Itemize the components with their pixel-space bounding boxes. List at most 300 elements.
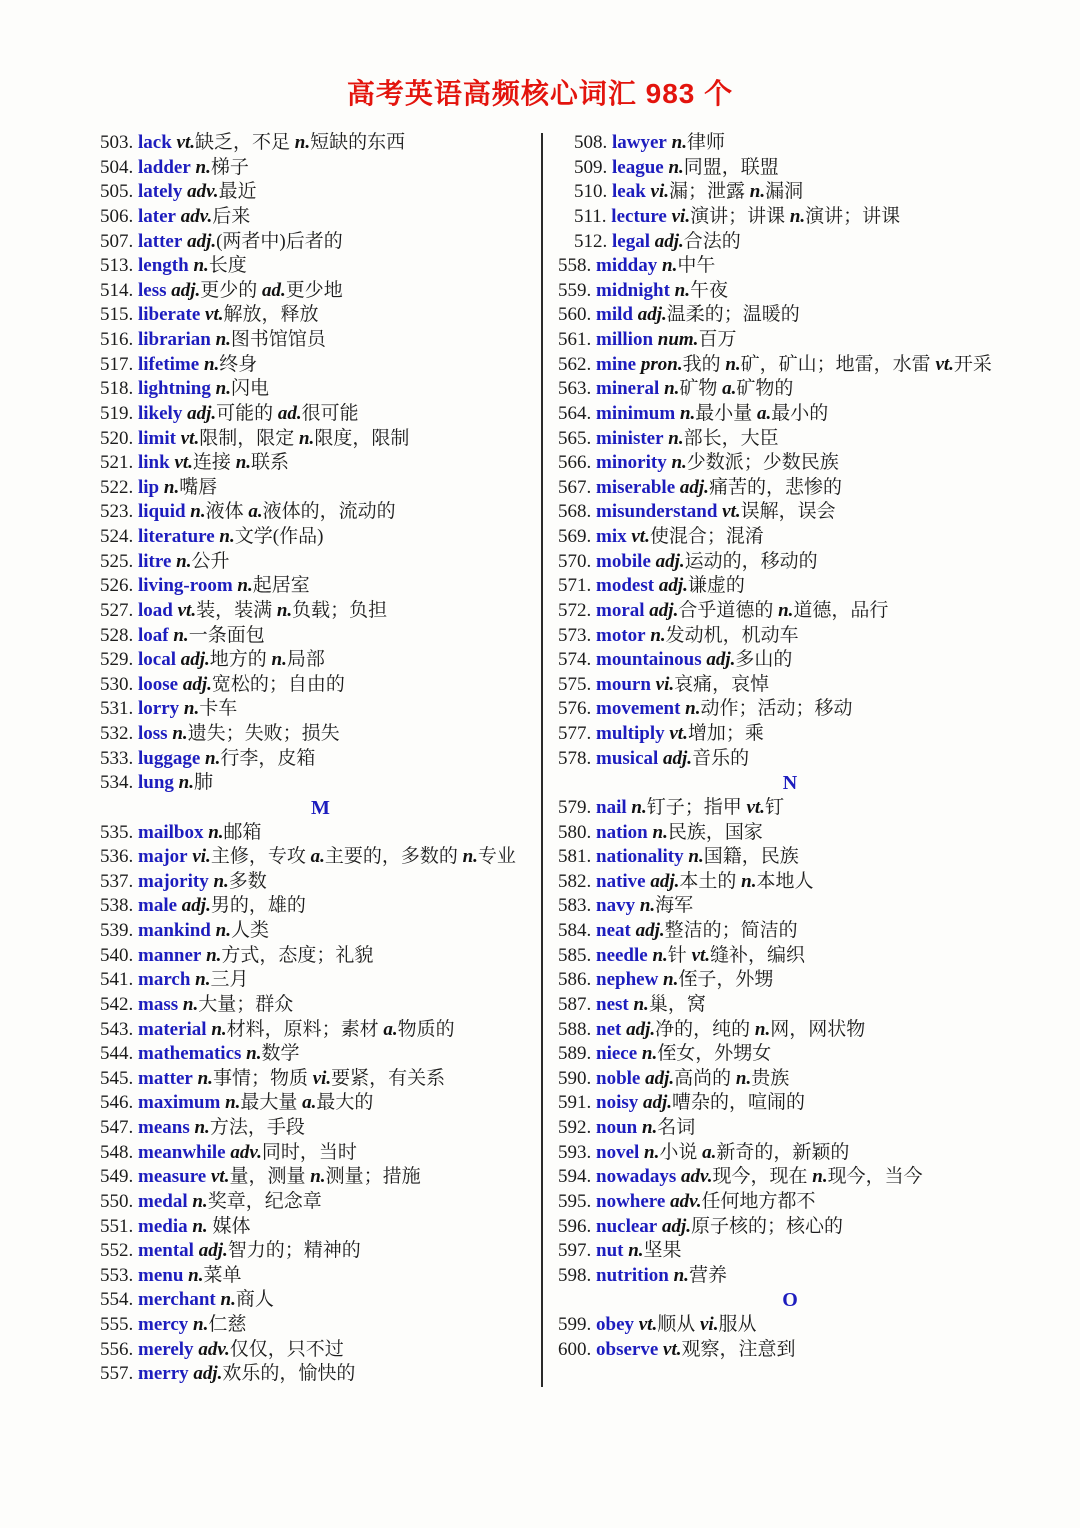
- entry-word: loaf: [138, 624, 169, 646]
- part-of-speech: adj.: [650, 870, 680, 892]
- entry-number: 534.: [100, 772, 138, 794]
- vocab-entry-nail: [558, 796, 1022, 821]
- entry-word: mineral: [596, 378, 660, 400]
- entry-number: 576.: [558, 698, 596, 720]
- definition-cn: 图书馆馆员: [230, 329, 326, 350]
- entry-word: march: [138, 969, 191, 991]
- vocab-entry-measure: [100, 1165, 541, 1190]
- definition-cn: 合法的: [683, 230, 741, 252]
- entry-word: midnight: [596, 279, 670, 301]
- entry-word: minimum: [596, 402, 676, 424]
- entry-number: 511.: [574, 205, 612, 227]
- entry-number: 520.: [100, 427, 138, 449]
- entry-number: 514.: [100, 279, 138, 301]
- vocab-entry-liquid: [100, 500, 541, 525]
- entry-number: 519.: [100, 402, 138, 424]
- vocab-entry-local: [100, 648, 541, 673]
- definition-cn: 矿物: [679, 378, 718, 400]
- entry-word: nephew: [596, 969, 659, 991]
- entry-number: 556.: [100, 1338, 138, 1360]
- entry-number: 582.: [558, 870, 596, 892]
- part-of-speech: adv.: [230, 1141, 262, 1163]
- definition-cn: 液体: [205, 501, 244, 523]
- vocab-entry-modest: [558, 574, 1022, 599]
- definition-cn: 三月: [210, 969, 249, 991]
- entry-word: load: [138, 599, 173, 621]
- definition-cn: 一条面包: [188, 624, 265, 646]
- part-of-speech: n.: [215, 378, 231, 400]
- definition-cn: 人类: [230, 920, 269, 941]
- definition-cn: (两者中)后者的: [216, 230, 343, 252]
- entry-word: merchant: [138, 1289, 216, 1311]
- vocab-entry-mourn: [558, 673, 1022, 698]
- definition-cn: 公升: [191, 550, 230, 572]
- vocab-column-left: [100, 131, 541, 1387]
- definition-cn: 网，网状物: [770, 1018, 866, 1040]
- part-of-speech: n.: [219, 526, 235, 547]
- entry-word: nuclear: [596, 1215, 658, 1237]
- part-of-speech: pron.: [640, 353, 683, 375]
- vocab-entry-material: [100, 1018, 541, 1043]
- entry-number: 579.: [558, 796, 596, 818]
- entry-number: 588.: [558, 1018, 596, 1040]
- entry-number: 508.: [574, 132, 612, 153]
- part-of-speech: vt.: [722, 501, 741, 523]
- vocab-entry-native: [558, 870, 1022, 895]
- entry-number: 577.: [558, 723, 596, 744]
- entry-word: material: [138, 1018, 207, 1040]
- definition-cn: 新奇的，新颖的: [716, 1141, 850, 1163]
- vocab-entry-lip: [100, 476, 541, 501]
- part-of-speech: adj.: [679, 476, 709, 498]
- entry-word: mass: [138, 993, 179, 1015]
- part-of-speech: vi.: [312, 1067, 332, 1089]
- part-of-speech: vt.: [180, 427, 200, 449]
- vocab-entry-living-room: [100, 574, 541, 599]
- part-of-speech: ad.: [262, 279, 286, 301]
- entry-number: 565.: [558, 427, 596, 449]
- entry-number: 537.: [100, 870, 138, 892]
- page-title: 高考英语高频核心词汇 983 个: [346, 78, 734, 109]
- part-of-speech: adj.: [198, 1240, 228, 1262]
- definition-cn: 增加；乘: [687, 723, 764, 744]
- entry-word: limit: [138, 427, 176, 449]
- part-of-speech: adv.: [670, 1190, 702, 1212]
- vocab-entry-nutrition: [558, 1264, 1022, 1289]
- part-of-speech: adj.: [182, 673, 212, 695]
- definition-cn: 本土的: [679, 870, 737, 892]
- entry-word: meanwhile: [138, 1141, 226, 1163]
- entry-word: maximum: [138, 1092, 221, 1114]
- vocab-entry-male: [100, 894, 541, 919]
- vocab-entry-merely: [100, 1338, 541, 1363]
- part-of-speech: adj.: [181, 895, 211, 917]
- part-of-speech: n.: [195, 156, 211, 178]
- definition-cn: 要紧，有关系: [331, 1067, 446, 1089]
- part-of-speech: n.: [206, 944, 222, 966]
- definition-cn: 百万: [698, 329, 737, 350]
- entry-word: noble: [596, 1067, 641, 1089]
- entry-number: 592.: [558, 1117, 596, 1138]
- part-of-speech: n.: [203, 353, 220, 375]
- part-of-speech: adv.: [198, 1338, 230, 1360]
- definition-cn: 钉: [764, 796, 784, 818]
- part-of-speech: n.: [639, 895, 656, 917]
- vocab-entry-lung: [100, 771, 541, 796]
- part-of-speech: n.: [679, 402, 696, 424]
- part-of-speech: n.: [671, 132, 687, 153]
- section-header-M: M: [311, 796, 330, 819]
- entry-word: major: [138, 846, 188, 868]
- vocab-entry-minister: [558, 427, 1022, 452]
- vocab-entry-mountainous: [558, 648, 1022, 673]
- vocab-entry-latter: [100, 230, 541, 255]
- entry-number: 552.: [100, 1240, 138, 1262]
- entry-number: 529.: [100, 649, 138, 671]
- entry-word: modest: [596, 575, 655, 597]
- definition-cn: 律师: [686, 132, 725, 153]
- entry-word: million: [596, 329, 654, 350]
- entry-number: 562.: [558, 353, 596, 375]
- entry-word: mathematics: [138, 1043, 242, 1065]
- part-of-speech: vt.: [691, 944, 711, 966]
- definition-cn: 国籍，民族: [703, 846, 799, 868]
- entry-number: 524.: [100, 526, 138, 547]
- part-of-speech: adv.: [681, 1166, 713, 1188]
- definition-cn: 多数: [228, 870, 267, 892]
- definition-cn: 液体的，流动的: [262, 501, 396, 523]
- entry-number: 541.: [100, 969, 138, 991]
- part-of-speech: vt.: [746, 796, 765, 818]
- part-of-speech: n.: [178, 772, 194, 794]
- definition-cn: 针: [667, 944, 687, 966]
- definition-cn: 负载；负担: [292, 599, 388, 621]
- entry-number: 527.: [100, 599, 138, 621]
- entry-word: mental: [138, 1240, 194, 1262]
- vocab-entry-legal: [574, 230, 1022, 255]
- definition-cn: 智力的；精神的: [227, 1240, 361, 1262]
- vocab-entry-mine: [558, 353, 1022, 378]
- entry-number: 564.: [558, 402, 596, 424]
- part-of-speech: vt.: [177, 599, 197, 621]
- definition-cn: 现今，现在: [712, 1166, 808, 1188]
- part-of-speech: n.: [213, 870, 229, 892]
- vocab-entry-nation: [558, 821, 1022, 846]
- entry-number: 506.: [100, 205, 138, 227]
- vocab-entry-lifetime: [100, 353, 541, 378]
- entry-word: mailbox: [138, 821, 204, 843]
- section-header-N: N: [782, 772, 798, 795]
- definition-cn: 可能的: [216, 402, 274, 424]
- definition-cn: 温柔的；温暖的: [666, 304, 800, 326]
- part-of-speech: n.: [812, 1166, 828, 1188]
- vocab-entry-midnight: [558, 279, 1022, 304]
- vocab-entry-lorry: [100, 697, 541, 722]
- entry-number: 546.: [100, 1092, 138, 1114]
- definition-cn: 欢乐的，愉快的: [222, 1363, 356, 1385]
- entry-number: 512.: [574, 230, 612, 252]
- entry-number: 525.: [100, 550, 138, 572]
- entry-word: length: [138, 255, 189, 277]
- entry-number: 594.: [558, 1166, 596, 1188]
- vocab-entry-minimum: [558, 402, 1022, 427]
- definition-cn: 数学: [261, 1043, 300, 1065]
- entry-number: 584.: [558, 920, 596, 941]
- entry-word: lip: [138, 476, 160, 498]
- entry-number: 600.: [558, 1338, 596, 1360]
- vocab-entry-niece: [558, 1042, 1022, 1067]
- definition-cn: 装，装满: [196, 599, 273, 621]
- entry-number: 518.: [100, 378, 138, 400]
- part-of-speech: n.: [641, 1043, 658, 1065]
- part-of-speech: ad.: [277, 402, 302, 424]
- entry-number: 598.: [558, 1264, 596, 1286]
- entry-word: navy: [596, 895, 636, 917]
- vocab-entry-mental: [100, 1239, 541, 1264]
- entry-word: litre: [138, 550, 172, 572]
- definition-cn: 地方的: [209, 649, 267, 671]
- section-header-O: O: [782, 1289, 798, 1312]
- part-of-speech: n.: [652, 944, 668, 966]
- entry-number: 572.: [558, 599, 596, 621]
- entry-word: misunderstand: [596, 501, 718, 523]
- definition-cn: 谦虚的: [687, 575, 745, 597]
- vocab-entry-lightning: [100, 377, 541, 402]
- entry-number: 568.: [558, 501, 596, 523]
- definition-cn: 嘴唇: [179, 476, 218, 498]
- vocab-entry-nuclear: [558, 1215, 1022, 1240]
- entry-number: 583.: [558, 895, 596, 917]
- entry-number: 531.: [100, 698, 138, 720]
- entry-number: 595.: [558, 1190, 596, 1212]
- vocab-entry-less: [100, 279, 541, 304]
- entry-number: 544.: [100, 1043, 138, 1065]
- definition-cn: 道德，品行: [793, 599, 889, 621]
- vocab-entry-misunderstand: [558, 500, 1022, 525]
- definition-cn: 痛苦的，悲惨的: [708, 476, 842, 498]
- part-of-speech: n.: [725, 353, 741, 375]
- entry-word: liberate: [138, 304, 201, 326]
- vocab-entry-nest: [558, 993, 1022, 1018]
- entry-word: midday: [596, 255, 658, 277]
- definition-cn: 邮箱: [223, 821, 262, 843]
- vocab-column-right: [558, 131, 1022, 1362]
- entry-word: movement: [596, 698, 681, 720]
- entry-word: legal: [612, 230, 650, 252]
- definition-cn: 最小的: [771, 402, 829, 424]
- column-divider: [541, 133, 543, 1387]
- definition-cn: 矿，矿山；地雷，水雷: [740, 353, 931, 375]
- part-of-speech: n.: [662, 255, 678, 277]
- entry-word: measure: [138, 1166, 207, 1188]
- entry-number: 580.: [558, 821, 596, 843]
- part-of-speech: n.: [237, 575, 253, 597]
- definition-cn: 运动的，移动的: [684, 550, 818, 572]
- definition-cn: 材料，原料；素材: [226, 1018, 379, 1040]
- definition-cn: 名词: [657, 1117, 696, 1138]
- definition-cn: 少数派；少数民族: [686, 452, 839, 474]
- definition-cn: 很可能: [301, 402, 359, 424]
- part-of-speech: n.: [685, 698, 701, 720]
- definition-cn: 方式，态度；礼貌: [221, 944, 374, 966]
- definition-cn: 最小量: [695, 402, 753, 424]
- entry-word: native: [596, 870, 646, 892]
- part-of-speech: num.: [657, 329, 699, 350]
- vocab-entry-nephew: [558, 968, 1022, 993]
- definition-cn: 演讲；讲课: [805, 205, 901, 227]
- part-of-speech: vt.: [205, 304, 224, 326]
- entry-word: literature: [138, 526, 215, 547]
- vocab-entry-movement: [558, 697, 1022, 722]
- definition-cn: 事情；物质: [212, 1067, 308, 1089]
- vocab-entry-loss: [100, 722, 541, 747]
- definition-cn: 连接: [192, 452, 231, 474]
- definition-cn: 侄女，外甥女: [657, 1043, 772, 1065]
- part-of-speech: adj.: [643, 1092, 673, 1114]
- vocab-entry-multiply: [558, 722, 1022, 747]
- entry-number: 538.: [100, 895, 138, 917]
- part-of-speech: n.: [664, 378, 680, 400]
- part-of-speech: n.: [163, 476, 180, 498]
- part-of-speech: vi.: [699, 1314, 719, 1335]
- definition-cn: 高尚的: [674, 1067, 732, 1089]
- definition-cn: 量，测量: [229, 1166, 306, 1188]
- vocab-entry-march: [100, 968, 541, 993]
- entry-number: 589.: [558, 1043, 596, 1065]
- definition-cn: 专业: [477, 846, 516, 868]
- part-of-speech: n.: [195, 969, 211, 991]
- vocab-entry-mobile: [558, 550, 1022, 575]
- part-of-speech: vt.: [631, 526, 650, 547]
- entry-word: nail: [596, 796, 627, 818]
- entry-word: luggage: [138, 747, 201, 769]
- part-of-speech: adv.: [180, 205, 213, 227]
- part-of-speech: adj.: [187, 230, 217, 252]
- entry-word: miserable: [596, 476, 676, 498]
- part-of-speech: n.: [652, 821, 668, 843]
- vocab-entry-minority: [558, 451, 1022, 476]
- entry-number: 585.: [558, 944, 596, 966]
- definition-cn: 中午: [677, 255, 716, 277]
- entry-number: 555.: [100, 1314, 138, 1335]
- entry-number: 523.: [100, 501, 138, 523]
- vocab-entry-obey: [558, 1313, 1022, 1338]
- entry-word: mild: [596, 304, 633, 326]
- definition-cn: 起居室: [252, 575, 310, 597]
- entry-word: loss: [138, 723, 168, 744]
- entry-number: 587.: [558, 993, 596, 1015]
- definition-cn: 更少的: [200, 279, 258, 301]
- entry-word: likely: [138, 402, 183, 424]
- vocab-entry-media: [100, 1215, 541, 1240]
- vocab-entry-lack: [100, 131, 541, 156]
- definition-cn: 缝补，编织: [710, 944, 806, 966]
- part-of-speech: vt.: [669, 723, 688, 744]
- vocab-entry-mix: [558, 525, 1022, 550]
- definition-cn: 缺乏，不足: [195, 132, 291, 153]
- definition-cn: 菜单: [203, 1264, 242, 1286]
- entry-word: lack: [138, 132, 172, 153]
- vocab-entry-major: [100, 845, 541, 870]
- part-of-speech: n.: [193, 1314, 209, 1335]
- entry-number: 521.: [100, 452, 138, 474]
- definition-cn: 整洁的；简洁的: [664, 920, 798, 941]
- entry-number: 560.: [558, 304, 596, 326]
- vocab-entry-mankind: [100, 919, 541, 944]
- part-of-speech: n.: [754, 1018, 771, 1040]
- vocab-entry-needle: [558, 944, 1022, 969]
- entry-number: 596.: [558, 1215, 596, 1237]
- entry-word: loose: [138, 673, 179, 695]
- vocab-entry-moral: [558, 599, 1022, 624]
- entry-word: lecture: [611, 205, 667, 227]
- entry-word: media: [138, 1215, 188, 1237]
- entry-word: manner: [138, 944, 202, 966]
- entry-number: 574.: [558, 649, 596, 671]
- entry-word: later: [138, 205, 176, 227]
- entry-number: 509.: [574, 156, 612, 178]
- entry-number: 536.: [100, 846, 138, 868]
- vocab-entry-means: [100, 1116, 541, 1141]
- entry-word: mobile: [596, 550, 651, 572]
- definition-cn: 矿物的: [736, 378, 794, 400]
- part-of-speech: n.: [735, 1067, 752, 1089]
- entry-number: 569.: [558, 526, 596, 547]
- definition-cn: 午夜: [690, 279, 729, 301]
- vocab-entry-observe: [558, 1338, 1022, 1363]
- entry-word: lorry: [138, 698, 180, 720]
- vocab-entry-maximum: [100, 1091, 541, 1116]
- definition-cn: 民族，国家: [667, 821, 763, 843]
- definition-cn: 长度: [208, 255, 247, 277]
- entry-word: merely: [138, 1338, 194, 1360]
- entry-word: matter: [138, 1067, 193, 1089]
- part-of-speech: adj.: [635, 920, 665, 941]
- entry-word: needle: [596, 944, 648, 966]
- part-of-speech: a.: [310, 846, 325, 868]
- part-of-speech: n.: [215, 920, 231, 941]
- vocab-entry-nowhere: [558, 1190, 1022, 1215]
- entry-number: 542.: [100, 993, 138, 1015]
- definition-cn: 原子核的；核心的: [691, 1215, 844, 1237]
- vocab-entry-nowadays: [558, 1165, 1022, 1190]
- definition-cn: 最近: [218, 181, 257, 203]
- part-of-speech: adj.: [637, 304, 667, 326]
- part-of-speech: n.: [192, 1190, 208, 1212]
- definition-cn: 海军: [655, 895, 694, 917]
- entry-number: 548.: [100, 1141, 138, 1163]
- part-of-speech: n.: [310, 1166, 326, 1188]
- entry-number: 510.: [574, 181, 612, 203]
- entry-word: net: [596, 1018, 622, 1040]
- vocab-entry-merry: [100, 1362, 541, 1387]
- part-of-speech: n.: [197, 1067, 213, 1089]
- vocab-entry-load: [100, 599, 541, 624]
- part-of-speech: n.: [183, 698, 200, 720]
- entry-word: noun: [596, 1117, 638, 1138]
- vocab-entry-librarian: [100, 328, 541, 353]
- vocab-entry-link: [100, 451, 541, 476]
- vocab-entry-miserable: [558, 476, 1022, 501]
- part-of-speech: n.: [644, 1141, 660, 1163]
- vocab-entry-mineral: [558, 377, 1022, 402]
- part-of-speech: n.: [205, 747, 221, 769]
- definition-cn: 梯子: [210, 156, 249, 178]
- entry-number: 578.: [558, 747, 596, 769]
- entry-word: mourn: [596, 673, 651, 695]
- part-of-speech: n.: [194, 1117, 210, 1138]
- entry-number: 573.: [558, 624, 596, 646]
